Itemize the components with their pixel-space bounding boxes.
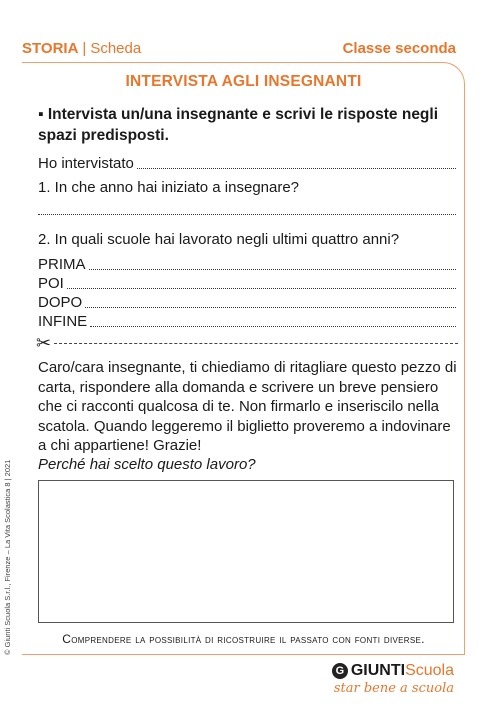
answer-1-row xyxy=(38,200,456,218)
question-3: Perché hai scelto questo lavoro? xyxy=(38,456,256,473)
logo-tagline: star bene a scuola xyxy=(333,681,454,696)
sequence-row-dopo: DOPO xyxy=(38,293,456,311)
scissors-icon: ✂ xyxy=(36,333,52,353)
question-2: 2. In quali scuole hai lavorato negli ultimi quattro anni? xyxy=(38,231,400,248)
instruction: ▪ Intervista un/una insegnante e scrivi le risposte negli spazi predisposti. xyxy=(38,106,439,144)
question-1: 1. In che anno hai iniziato a insegnare? xyxy=(38,179,300,196)
copyright-note: © Giunti Scuola S.r.l., Firenze – La Vita Scolastica 8 | 2021 xyxy=(3,459,12,655)
sequence-row-prima: PRIMA xyxy=(38,255,456,273)
class-label: Classe seconda xyxy=(342,39,456,57)
answer-line[interactable] xyxy=(89,269,456,270)
answer-line[interactable] xyxy=(137,168,456,169)
answer-line[interactable] xyxy=(90,326,456,327)
worksheet-title: INTERVISTA AGLI INSEGNANTI xyxy=(125,73,362,90)
note-paragraph: Caro/cara insegnante, ti chiediamo di ritagliare questo pezzo di carta, rispondere alla domanda e scrivere un breve pensiero che ci racconti qualcosa di te. Non firmarlo e inseriscilo nella scatola. Quando leggeremo il biglietto proveremo a indovinare a chi appartiene! Grazie! xyxy=(38,359,457,454)
sequence-row-infine: INFINE xyxy=(38,312,456,330)
cut-line xyxy=(36,333,458,353)
dashed-cut-line xyxy=(54,343,458,344)
giunti-scuola-logo: G GIUNTI Scuola star bene a scuola xyxy=(324,662,454,696)
answer-line[interactable] xyxy=(85,307,456,308)
subject-label: STORIA | Scheda xyxy=(22,39,142,57)
page-header xyxy=(22,38,456,58)
interviewed-row xyxy=(38,154,456,172)
giunti-logo-icon: G xyxy=(332,663,348,679)
sequence-row-poi: POI xyxy=(38,274,456,292)
learning-goal: Comprendere la possibilità di ricostruire il passato con fonti diverse. xyxy=(62,632,425,646)
answer-line[interactable] xyxy=(38,214,456,215)
answer-line[interactable] xyxy=(67,288,456,289)
interviewed-label: Ho intervistato xyxy=(38,155,134,172)
answer-box[interactable] xyxy=(38,480,454,623)
